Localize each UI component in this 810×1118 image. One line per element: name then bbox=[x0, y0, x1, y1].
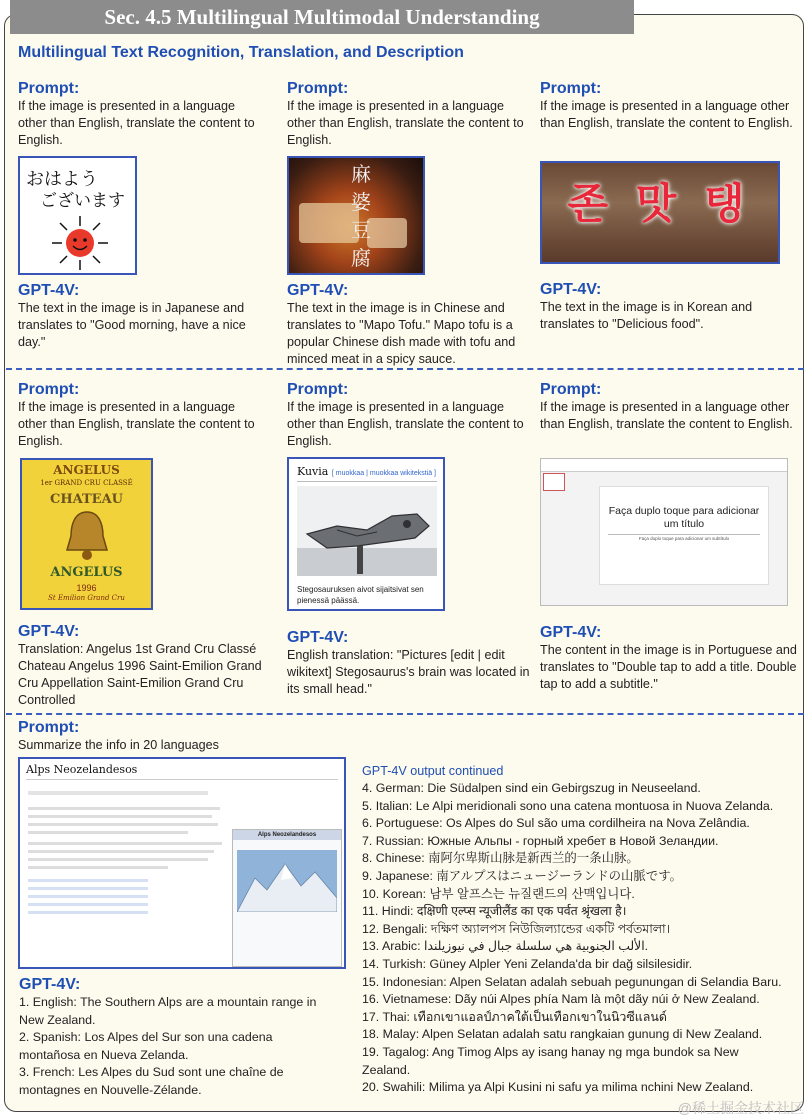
label-brand-top: ANGELUS bbox=[53, 463, 120, 477]
wiki-rule bbox=[297, 481, 437, 482]
bottom-prompt-block bbox=[18, 719, 338, 754]
response-block-6 bbox=[540, 624, 802, 693]
prompt-text: If the image is presented in a language other than English, translate the content to English. bbox=[287, 400, 524, 448]
prompt-label: Prompt: bbox=[18, 719, 80, 736]
label-chateau: CHATEAU bbox=[49, 492, 123, 507]
output-line: 19. Tagalog: Ang Timog Alps ay isang hanay ng mga bundok sa New bbox=[362, 1044, 739, 1059]
prompt-text: Summarize the info in 20 languages bbox=[18, 738, 219, 752]
catalan-wiki-screenshot bbox=[18, 757, 346, 969]
output-line: 4. German: Die Südalpen sind ein Gebirgszug in Neuseeland. bbox=[362, 781, 701, 795]
prompt-block-2 bbox=[287, 80, 527, 149]
response-block-1 bbox=[18, 282, 263, 351]
prompt-text: If the image is presented in a language other than English, translate the content to English. bbox=[287, 99, 524, 147]
wiki-caption: Stegosauruksen aivot sijaitsivat sen pienessä päässä. bbox=[297, 585, 424, 605]
char-2: 婆 bbox=[351, 190, 371, 214]
output-line: montagnes en Nouvelle-Zélande. bbox=[19, 1082, 202, 1097]
wiki-toolbar bbox=[28, 789, 340, 803]
japanese-text-line1: おはよう bbox=[26, 169, 98, 189]
slide-canvas[interactable] bbox=[599, 486, 769, 585]
figure-subtitle: Multilingual Text Recognition, Translation, and Description bbox=[18, 44, 464, 61]
prompt-text: If the image is presented in a language other than English, translate the content to English. bbox=[18, 99, 255, 147]
response-block-2 bbox=[287, 282, 527, 368]
output-line: Zealand. bbox=[362, 1062, 411, 1077]
wiki-infobox bbox=[232, 829, 342, 967]
mountain-photo bbox=[237, 850, 337, 912]
japanese-text-line2: ございます bbox=[40, 191, 125, 210]
wiki-heading bbox=[297, 465, 436, 478]
slide-thumbnail[interactable] bbox=[543, 473, 565, 491]
continued-label: GPT-4V output continued bbox=[362, 764, 504, 778]
continued-output-block bbox=[362, 762, 802, 1097]
prompt-text: If the image is presented in a language other than English, translate the content to English. bbox=[540, 99, 793, 130]
korean-image bbox=[540, 161, 780, 264]
prompt-block-6 bbox=[540, 381, 802, 433]
output-line: 15. Indonesian: Alpen Selatan adalah sebuah pegunungan di Selandia Baru. bbox=[362, 974, 782, 989]
response-text: The text in the image is in Korean and translates to "Delicious food". bbox=[540, 300, 753, 331]
wiki-tabs-rule bbox=[26, 779, 338, 780]
finnish-wiki-image bbox=[287, 457, 445, 611]
prompt-block-1 bbox=[18, 80, 258, 149]
stegosaurus-skull-photo bbox=[297, 486, 437, 576]
prompt-label: Prompt: bbox=[18, 381, 80, 398]
output-line: 18. Malay: Alpen Selatan adalah satu rangkaian gunung di New Zealand. bbox=[362, 1027, 763, 1042]
output-line: 6. Portuguese: Os Alpes do Sul são uma cordilheira na Nova Zelândia. bbox=[362, 816, 750, 831]
output-line: New Zealand. bbox=[19, 1012, 96, 1027]
watermark: @稀土掘金技术社区 bbox=[677, 1100, 804, 1116]
wiki-body-text bbox=[28, 807, 228, 927]
response-label: GPT-4V: bbox=[19, 976, 81, 993]
output-line: 3. French: Les Alpes du Sud sont une chaîne de bbox=[19, 1065, 284, 1080]
char-1: 麻 bbox=[351, 162, 371, 186]
response-label: GPT-4V: bbox=[540, 624, 602, 641]
korean-text: 존 맛 탱 bbox=[567, 180, 753, 227]
response-block-4 bbox=[18, 623, 268, 709]
response-label: GPT-4V: bbox=[287, 282, 349, 299]
prompt-block-3 bbox=[540, 80, 802, 132]
response-text: Translation: Angelus 1st Grand Cru Classé Chateau Angelus 1996 Saint-Emilion Grand Cru Appellation Saint-Emilion Grand Cru Controlled bbox=[18, 642, 262, 707]
response-label: GPT-4V: bbox=[18, 282, 80, 299]
row-divider-1 bbox=[6, 368, 804, 370]
label-grand-cru: 1er GRAND CRU CLASSÉ bbox=[40, 479, 133, 487]
output-line: 13. Arabic: الألب الجنوبية هي سلسلة جبال في نيوزيلندا. bbox=[362, 939, 649, 954]
section-title: Sec. 4.5 Multilingual Multimodal Understanding bbox=[10, 0, 634, 34]
bell-icon bbox=[59, 508, 115, 564]
slide-subtitle-placeholder[interactable]: Faça duplo toque para adicionar um subtítulo bbox=[638, 536, 730, 541]
chinese-characters bbox=[347, 160, 375, 272]
output-line: 12. Bengali: দক্ষিণ অ্যালপস নিউজিল্যান্ডের একটি পর্বতমালা। bbox=[362, 921, 671, 936]
mapo-tofu-image bbox=[287, 156, 425, 275]
prompt-text: If the image is presented in a language other than English, translate the content to English. bbox=[18, 400, 255, 448]
output-line: 10. Korean: 남부 알프스는 뉴질랜드의 산맥입니다. bbox=[362, 886, 635, 901]
ribbon-bar bbox=[541, 459, 787, 472]
label-brand-bottom: ANGELUS bbox=[50, 565, 123, 580]
prompt-block-5 bbox=[287, 381, 527, 450]
response-label: GPT-4V: bbox=[287, 629, 349, 646]
response-text: The text in the image is in Japanese and translates to "Good morning, have a nice day." bbox=[18, 301, 246, 349]
wiki-heading-text: Kuvia bbox=[297, 465, 329, 478]
output-line: 9. Japanese: 南アルプスはニュージーランドの山脈です。 bbox=[362, 868, 682, 883]
output-line: 5. Italian: Le Alpi meridionali sono una catena montuosa in Nuova Zelanda. bbox=[362, 798, 774, 813]
char-4: 腐 bbox=[351, 246, 371, 270]
output-line: 20. Swahili: Milima ya Alpi Kusini ni safu ya milima nchini New Zealand. bbox=[362, 1080, 754, 1095]
row-divider-2 bbox=[6, 713, 804, 715]
output-line: 1. English: The Southern Alps are a mountain range in bbox=[19, 995, 317, 1009]
slide-title-placeholder[interactable]: Faça duplo toque para adicionar um título bbox=[608, 505, 760, 530]
response-text: The text in the image is in Chinese and translates to "Mapo Tofu." Mapo tofu is a popular Chinese dish made with tofu and minced meat in a spicy sauce. bbox=[287, 301, 516, 366]
prompt-text: If the image is presented in a language other than English, translate the content to English. bbox=[540, 400, 793, 431]
response-label: GPT-4V: bbox=[540, 281, 602, 298]
prompt-label: Prompt: bbox=[287, 381, 349, 398]
response-text: The content in the image is in Portuguese and translates to "Double tap to add a title. Double tap to add a subtitle." bbox=[540, 643, 797, 691]
prompt-label: Prompt: bbox=[540, 381, 602, 398]
prompt-label: Prompt: bbox=[18, 80, 80, 97]
wiki-edit-links[interactable]: [ muokkaa | muokkaa wikitekstiä ] bbox=[331, 470, 436, 477]
output-line: montañosa en Nueva Zelanda. bbox=[19, 1047, 189, 1062]
powerpoint-image bbox=[540, 458, 788, 606]
response-text: English translation: "Pictures [edit | edit wikitext] Stegosaurus's brain was located in its small head." bbox=[287, 648, 530, 696]
output-line: 2. Spanish: Los Alpes del Sur son una cadena bbox=[19, 1030, 273, 1045]
prompt-label: Prompt: bbox=[540, 80, 602, 97]
output-line: 8. Chinese: 南阿尔卑斯山脉是新西兰的一条山脉。 bbox=[362, 851, 639, 866]
label-vintage: 1996 bbox=[76, 583, 97, 593]
angelus-label-image bbox=[20, 458, 153, 610]
prompt-block-4 bbox=[18, 381, 258, 450]
wiki-page-title: Alps Neozelandesos bbox=[26, 763, 138, 776]
placeholder-rule bbox=[608, 534, 760, 535]
output-line: 14. Turkish: Güney Alpler Yeni Zelanda'da bir dağ silsilesidir. bbox=[362, 956, 693, 971]
response-label: GPT-4V: bbox=[18, 623, 80, 640]
sun-icon bbox=[42, 214, 118, 272]
output-line: 7. Russian: Южные Альпы - горный хребет в Новой Зеландии. bbox=[362, 833, 719, 848]
toolbar-placeholder bbox=[28, 791, 208, 795]
response-block-3 bbox=[540, 281, 790, 333]
bottom-response-block bbox=[19, 976, 354, 1100]
bottom-response-lines bbox=[19, 994, 354, 1100]
output-line: 17. Thai: เทือกเขาแอลป์ภาคใต้เป็นเทือกเขาในนิวซีแลนด์ bbox=[362, 1009, 667, 1024]
continued-output-lines bbox=[362, 780, 802, 1097]
label-appellation: St Emilion Grand Cru bbox=[48, 594, 125, 602]
output-line: 11. Hindi: दक्षिणी एल्प्स न्यूजीलैंड का एक पर्वत श्रृंखला है। bbox=[362, 904, 627, 919]
japanese-image bbox=[18, 156, 137, 275]
output-line: 16. Vietnamese: Dãy núi Alpes phía Nam là một dãy núi ở New Zealand. bbox=[362, 992, 760, 1007]
prompt-label: Prompt: bbox=[287, 80, 349, 97]
infobox-title: Alps Neozelandesos bbox=[233, 830, 341, 840]
response-block-5 bbox=[287, 629, 532, 698]
char-3: 豆 bbox=[351, 218, 371, 242]
